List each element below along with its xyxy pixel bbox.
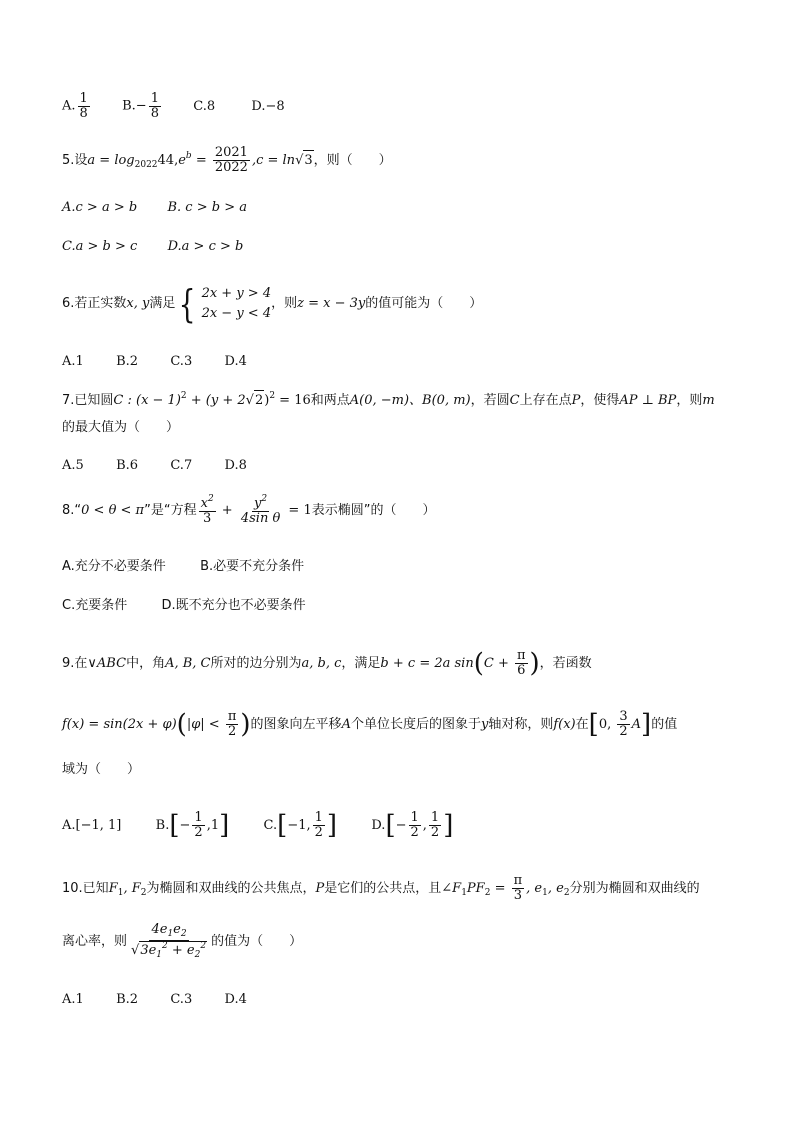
q5-stem: 5.设$a = \log_{2022}44,e^b$ = $\frac{2021}{2022}$ ,c = ln√3，则（ ） [62, 145, 392, 175]
q10-stem-line2: 离心率，则 $\frac{4e_1e_2}{√3e_1^2 + e_2^2}$ 的值为（ ） [62, 922, 303, 960]
q10-option-c[interactable]: C.3 [170, 992, 193, 1007]
q6-option-b[interactable]: B.2 [116, 354, 139, 369]
fraction: $\frac{4e_1e_2}{√3e_1^2 + e_2^2}$ [131, 922, 207, 960]
q9-stem-line3: 域为（ ） [62, 762, 141, 777]
q5-option-b[interactable]: B. c > b > a [167, 200, 247, 215]
q4-option-c[interactable]: C.8 [193, 98, 216, 114]
q8-stem: 8.“0 < θ < π”是“方程 $\frac{x^2}{3}$ + $\frac{y^2}{\text{4sin θ}}$ = 1表示椭圆”的（ ） [62, 494, 436, 526]
q5-options-row1 [62, 198, 247, 218]
q7-stem-line1: 7.已知圆C : $(x - 1)^2 + (y + 2√2)^2 = 16$和两点A(0, −m)、B(0, m)，若圆C上存在点P，使得AP ⊥ BP，则m [62, 386, 715, 411]
q6-stem: 6.若正实数x, y满足 { 2x + y > 4 2x − y < 4 ，则z = x − 3y的值可能为（ ） [62, 281, 483, 326]
q9-option-c[interactable]: C.[−1, $\frac{1}{2}$ ] [263, 810, 338, 841]
q8-option-a[interactable]: A.充分不必要条件 [62, 559, 166, 574]
fraction: $\frac{1}{2}$ [194, 810, 203, 840]
q5-options-row2 [62, 237, 243, 257]
q8-options-row2 [62, 596, 306, 616]
q8-option-d[interactable]: D.既不充分也不必要条件 [161, 598, 306, 613]
q7-stem-line2: 的最大值为（ ） [62, 420, 180, 435]
q6-options [62, 352, 247, 372]
fraction: $\frac{\pi}{6}$ [516, 648, 526, 678]
fraction: $\frac{1}{2}$ [410, 810, 419, 840]
fraction: $\frac{\pi}{3}$ [513, 873, 523, 903]
q10-option-d[interactable]: D.4 [224, 992, 247, 1007]
q5-option-c[interactable]: C.a > b > c [62, 239, 138, 254]
sqrt-symbol: √ [131, 942, 140, 958]
fraction: $\frac{1}{8}$ [79, 91, 88, 121]
fraction: $\frac{\pi}{2}$ [227, 709, 237, 739]
q9-option-a[interactable]: A.[−1, 1] [62, 818, 122, 833]
q4-option-b[interactable]: B.− $\frac{1}{8}$ [122, 91, 159, 121]
q6-option-a[interactable]: A.1 [62, 354, 84, 369]
q7-option-a[interactable]: A.5 [62, 458, 84, 473]
inequality-system: { 2x + y > 4 2x − y < 4 [179, 281, 272, 326]
left-brace: { [179, 281, 196, 326]
q9-stem-line1: 9.在∨ABC中，角A, B, C所对的边分别为a, b, c，满足b + c = 2a sin(C + $\frac{\pi}{6}$ )，若函数 [62, 648, 592, 679]
fraction: $\frac{3}{2}$ [619, 709, 628, 739]
q4-option-d[interactable]: D.−8 [251, 98, 285, 114]
fraction: $\frac{1}{2}$ [430, 810, 440, 840]
q10-stem-line1: 10.已知$F_1$, $F_2$为椭圆和双曲线的公共焦点，P是它们的公共点，且$\angle F_1PF_2$ = $\frac{\pi}{3}$ , $e_1$, $e_2$分别为椭圆和双曲线的 [62, 873, 700, 903]
q6-option-d[interactable]: D.4 [224, 354, 247, 369]
q8-options-row1 [62, 557, 304, 577]
fraction: $\frac{y^2}{\text{4sin θ}}$ [240, 494, 281, 526]
q9-option-b[interactable]: B.[− $\frac{1}{2}$ ,1] [155, 810, 230, 841]
q9-option-d[interactable]: D.[− $\frac{1}{2}$ , $\frac{1}{2}$ ] [371, 810, 454, 841]
q4-options [62, 92, 285, 120]
fraction: $\frac{2021}{2022}$ [214, 145, 248, 175]
q10-options [62, 990, 247, 1010]
sqrt-symbol: √ [245, 393, 254, 408]
q8-option-b[interactable]: B.必要不充分条件 [200, 559, 305, 574]
q7-option-d[interactable]: D.8 [224, 458, 247, 473]
q7-option-b[interactable]: B.6 [116, 458, 139, 473]
q10-option-b[interactable]: B.2 [116, 992, 139, 1007]
q5-option-d[interactable]: D.a > c > b [167, 239, 244, 254]
fraction: $\frac{1}{8}$ [150, 91, 159, 121]
q7-option-c[interactable]: C.7 [170, 458, 193, 473]
q4-option-a[interactable]: A. $\frac{1}{8}$ [62, 91, 88, 121]
fraction: $\frac{x^2}{3}$ [200, 494, 214, 526]
q5-option-a[interactable]: A.c > a > b [62, 200, 138, 215]
q10-option-a[interactable]: A.1 [62, 992, 84, 1007]
q6-option-c[interactable]: C.3 [170, 354, 193, 369]
q9-stem-line2: f(x) = sin(2x + φ)(|φ| < $\frac{\pi}{2}$ )的图象向左平移A个单位长度后的图象于y轴对称，则f(x)在[0, $\frac{3}{2}$ A]的值 [62, 709, 678, 740]
q7-options [62, 456, 247, 476]
q9-options [62, 806, 453, 846]
sqrt-symbol: √ [295, 153, 304, 168]
fraction: $\frac{1}{2}$ [314, 810, 323, 840]
q8-option-c[interactable]: C.充要条件 [62, 598, 128, 613]
